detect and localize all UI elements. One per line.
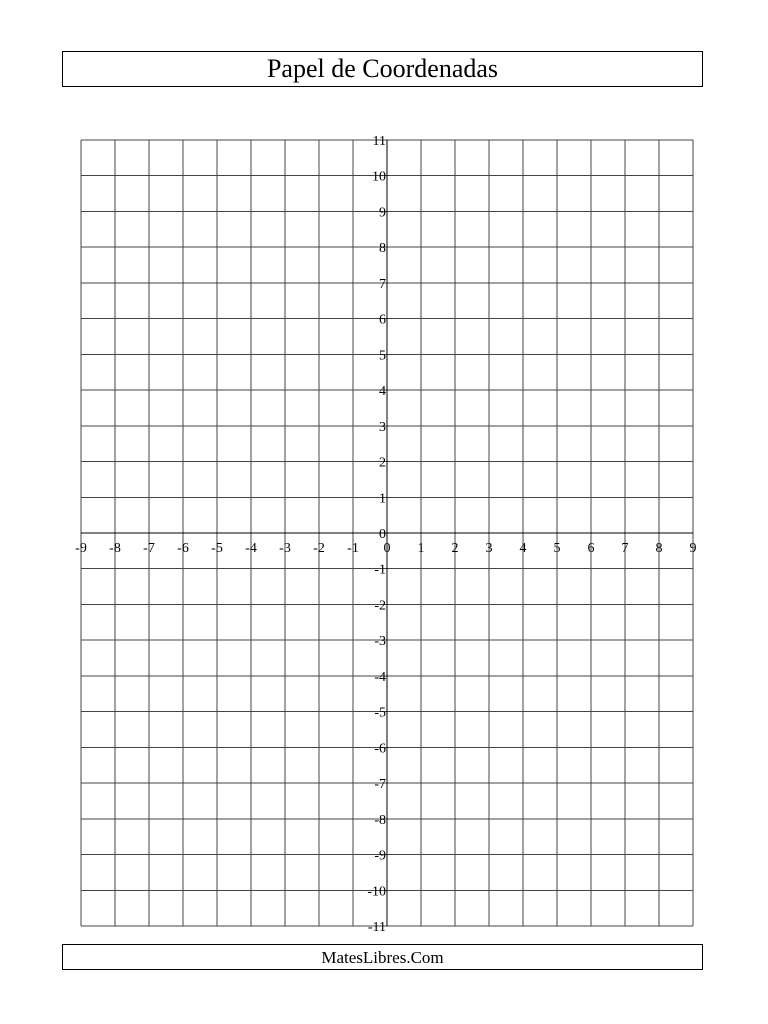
axes xyxy=(81,140,693,926)
y-tick-label: -3 xyxy=(374,634,386,650)
x-tick-label: -6 xyxy=(177,541,189,556)
y-tick-label: -7 xyxy=(374,777,386,793)
y-tick-label: -10 xyxy=(367,884,386,900)
x-tick-label: -5 xyxy=(211,541,223,556)
y-tick-label: -2 xyxy=(374,598,386,614)
x-tick-label: 6 xyxy=(587,541,595,556)
y-tick-label: -5 xyxy=(374,705,386,721)
x-tick-label: 8 xyxy=(655,541,663,556)
footer-box xyxy=(62,944,703,970)
x-tick-label: -1 xyxy=(347,541,359,556)
y-tick-label: 4 xyxy=(379,384,386,400)
y-tick-label: -8 xyxy=(374,812,386,828)
y-tick-label: 3 xyxy=(379,419,386,435)
x-tick-label: 4 xyxy=(519,541,527,556)
x-tick-label: 5 xyxy=(553,541,561,556)
x-tick-label: 3 xyxy=(485,541,493,556)
y-tick-label: -4 xyxy=(374,669,386,685)
y-tick-label: 7 xyxy=(379,276,386,292)
y-tick-label: 6 xyxy=(379,312,386,328)
x-tick-label: 0 xyxy=(383,541,391,556)
x-tick-label: -8 xyxy=(109,541,121,556)
y-tick-label: -11 xyxy=(367,920,386,935)
x-tick-label: 2 xyxy=(451,541,459,556)
y-tick-label: 11 xyxy=(372,134,386,149)
y-tick-label: 2 xyxy=(379,455,386,471)
y-tick-label: 5 xyxy=(379,348,386,364)
y-tick-label: 8 xyxy=(379,241,386,257)
x-tick-label: 1 xyxy=(417,541,425,556)
x-tick-label: -7 xyxy=(143,541,155,556)
x-tick-label: -2 xyxy=(313,541,325,556)
y-tick-label: 10 xyxy=(372,169,386,185)
y-tick-label: 9 xyxy=(379,205,386,221)
y-tick-label: -9 xyxy=(374,848,386,864)
x-tick-label: -4 xyxy=(245,541,257,556)
y-tick-label: 0 xyxy=(379,527,386,542)
x-tick-label: -3 xyxy=(279,541,291,556)
y-axis-tick-labels xyxy=(367,134,386,935)
x-tick-label: 9 xyxy=(689,541,697,556)
y-tick-label: -6 xyxy=(374,741,386,757)
page-title: Papel de Coordenadas xyxy=(266,54,499,83)
x-tick-label: -9 xyxy=(75,541,87,556)
footer-brand: MatesLibres.Com xyxy=(321,947,444,967)
y-tick-label: -1 xyxy=(374,562,386,578)
y-tick-label: 1 xyxy=(379,491,386,507)
x-tick-label: 7 xyxy=(621,541,629,556)
x-axis-tick-labels xyxy=(75,541,696,556)
